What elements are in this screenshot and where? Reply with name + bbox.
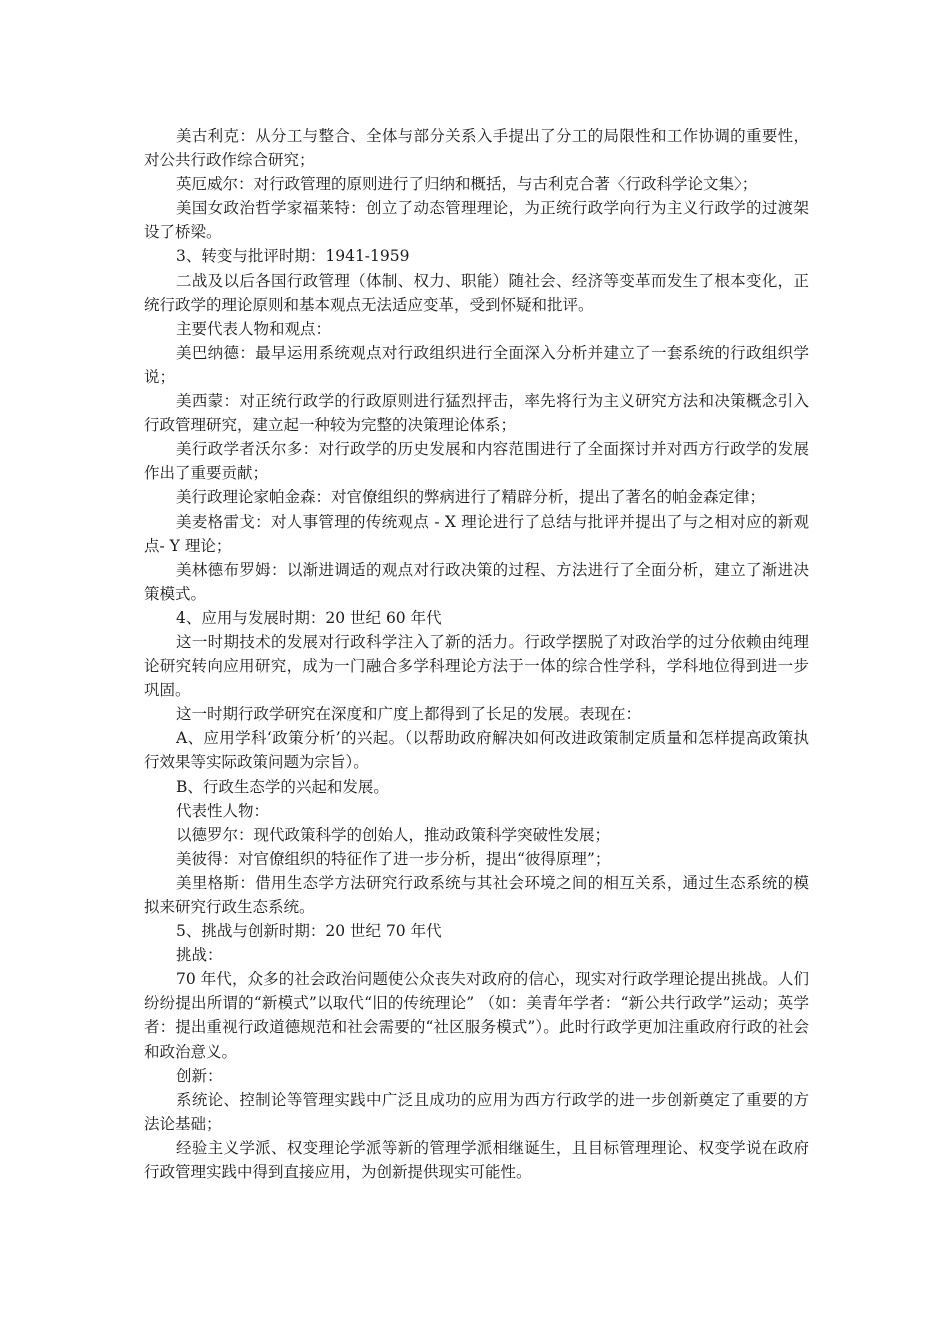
paragraph: 美古利克：从分工与整合、全体与部分关系入手提出了分工的局限性和工作协调的重要性，对公共行政作综合研究； [144,127,809,170]
paragraph: 美彼得：对官僚组织的特征作了进一步分析，提出“彼得原理”； [176,849,611,868]
paragraph: 主要代表人物和观点： [176,319,332,338]
paragraph: 创新： [176,1066,223,1085]
paragraph: 美里格斯：借用生态学方法研究行政系统与其社会环境之间的相互关系，通过生态系统的模拟来研究行政生态系统。 [144,873,809,916]
paragraph: 经验主义学派、权变理论学派等新的管理学派相继诞生，且目标管理理论、权变学说在政府行政管理实践中得到直接应用，为创新提供现实可能性。 [144,1138,809,1182]
paragraph: 美国女政治哲学家福莱特：创立了动态管理理论，为正统行政学向行为主义行政学的过渡架设了桥梁。 [144,199,809,242]
section-heading: 5、挑战与创新时期：20 世纪 70 年代 [176,922,442,941]
paragraph: 美西蒙：对正统行政学的行政原则进行猛烈抨击，率先将行为主义研究方法和决策概念引入行政管理研究，建立起一种较为完整的决策理论体系； [144,392,809,435]
paragraph: A、应用学科‘政策分析’的兴起。（以帮助政府解决如何改进政策制定质量和怎样提高政策执行效果等实际政策问题为宗旨）。 [144,729,809,772]
section-heading: 3、转变与批评时期：1941-1959 [176,247,410,266]
paragraph: 代表性人物： [176,801,270,820]
paragraph: 美巴纳德：最早运用系统观点对行政组织进行全面深入分析并建立了一套系统的行政组织学说； [144,343,809,386]
document-page [144,124,809,1184]
section-heading: 4、应用与发展时期：20 世纪 60 年代 [176,608,442,627]
paragraph: 以德罗尔：现代政策科学的创始人，推动政策科学突破性发展； [176,825,611,844]
paragraph: 英厄威尔：对行政管理的原则进行了归纳和概括，与古利克合著〈行政科学论文集〉； [176,175,758,194]
paragraph: 挑战： [176,946,223,965]
paragraph: 美行政学者沃尔多：对行政学的历史发展和内容范围进行了全面探讨并对西方行政学的发展作出了重要贡献； [144,440,809,483]
paragraph: 美林德布罗姆：以渐进调适的观点对行政决策的过程、方法进行了全面分析，建立了渐进决策模式。 [144,560,809,603]
paragraph: 系统论、控制论等管理实践中广泛且成功的应用为西方行政学的进一步创新奠定了重要的方法论基础； [144,1090,809,1133]
paragraph: 二战及以后各国行政管理（体制、权力、职能）随社会、经济等变革而发生了根本变化，正统行政学的理论原则和基本观点无法适应变革，受到怀疑和批评。 [144,271,809,314]
paragraph: 这一时期技术的发展对行政科学注入了新的活力。行政学摆脱了对政治学的过分依赖由纯理论研究转向应用研究，成为一门融合多学科理论方法于一体的综合性学科，学科地位得到进一步巩固。 [144,632,809,700]
paragraph: B、行政生态学的兴起和发展。 [176,777,389,796]
paragraph: 美行政理论家帕金森：对官僚组织的弊病进行了精辟分析，提出了著名的帕金森定律； [176,488,766,507]
paragraph: 这一时期行政学研究在深度和广度上都得到了长足的发展。表现在： [176,705,642,724]
paragraph: 美麦格雷戈：对人事管理的传统观点 - X 理论进行了总结与批评并提出了与之相对应的新观点- Y 理论； [144,512,809,555]
paragraph: 70 年代，众多的社会政治问题使公众丧失对政府的信心，现实对行政学理论提出挑战。人们纷纷提出所谓的“新模式”以取代“旧的传统理论” （如：美青年学者：“新公共行政学”运动；英学者：提出重视行政道德规范和社会需要的“社区服务模式”）。此时行政学更加注重政府行政的社会和政治意义。 [144,970,809,1061]
